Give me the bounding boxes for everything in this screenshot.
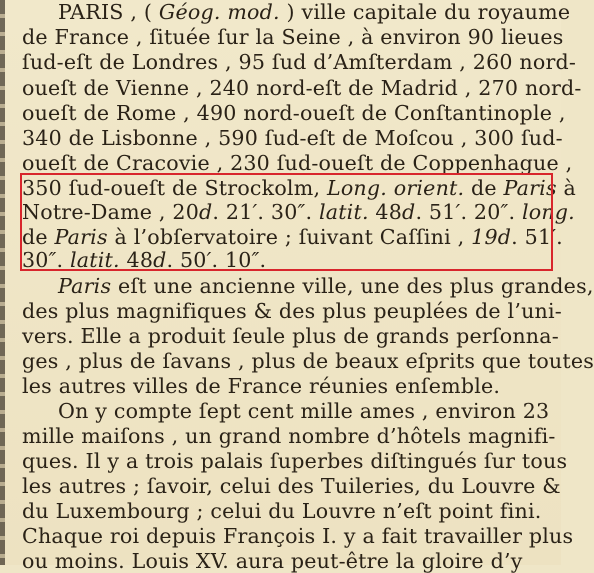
text-line <box>22 299 562 323</box>
text-line <box>22 25 564 49</box>
text-run: . 50 <box>166 248 207 272</box>
text-run: les autres ; ſavoir, celui des Tuileries, du Louvre & <box>22 474 561 498</box>
italic-run: ″ <box>48 248 57 272</box>
text-run: oueſt de Vienne , 240 nord-eſt de Madrid , 270 nord- <box>22 76 582 100</box>
text-run: . 10 <box>211 248 252 272</box>
text-run: à l’obſervatoire ; ſuivant Caſſini , <box>107 225 472 249</box>
text-line <box>58 274 594 298</box>
text-run: 350 ſud-oueſt de Strockolm, <box>22 176 327 200</box>
text-run: ) ville capitale du royaume <box>279 0 571 24</box>
text-line <box>22 76 582 100</box>
text-run: ques. Il y a trois palais ſuperbes diſtingués ſur tous <box>22 449 568 473</box>
italic-run: latit. <box>70 248 120 272</box>
text-line <box>22 101 566 125</box>
text-run: 340 de Lisbonne , 590 ſud-eſt de Moſcou , 300 ſud- <box>22 126 563 150</box>
text-line <box>22 151 572 175</box>
text-run: Notre-Dame , 20 <box>22 200 200 224</box>
text-line <box>22 499 542 523</box>
text-run: oueſt de Cracovie , 230 ſud-oueſt de Coppenhague , <box>22 151 573 175</box>
italic-run: ″ <box>297 200 306 224</box>
italic-run: ″ <box>500 200 509 224</box>
text-run: . 20 <box>460 200 501 224</box>
italic-run: long. <box>521 200 575 224</box>
text-line <box>22 324 559 348</box>
italic-run: ′ <box>206 248 212 272</box>
text-run: PARIS , ( <box>58 0 159 24</box>
text-run: . <box>56 248 71 272</box>
text-line <box>22 449 567 473</box>
text-run: eſt une ancienne ville, une des plus grandes, <box>111 274 594 298</box>
text-line <box>22 524 573 548</box>
text-run: des plus magnifiques & des plus peuplées de l’uni- <box>22 299 562 323</box>
text-run: . <box>556 225 563 249</box>
text-run: 48 <box>368 200 403 224</box>
text-run: . 30 <box>257 200 298 224</box>
italic-run: ′ <box>551 225 557 249</box>
text-run: . <box>508 200 522 224</box>
text-run: du Luxembourg ; celui du Louvre n’eſt point fini. <box>22 499 542 523</box>
highlight-box <box>20 173 553 271</box>
text-run: . <box>305 200 319 224</box>
text-run: . <box>259 248 267 272</box>
text-run: ges , plus de ſavans , plus de beaux eſprits que toutes <box>22 349 594 373</box>
text-line <box>22 126 563 150</box>
italic-run: Géog. mod. <box>158 0 280 24</box>
italic-run: Paris <box>58 274 112 298</box>
text-line <box>58 0 570 24</box>
text-run: de <box>22 225 55 249</box>
text-line <box>22 474 561 498</box>
italic-run: Paris <box>503 176 557 200</box>
italic-run: Long. orient. <box>326 176 465 200</box>
italic-run: d <box>497 225 512 249</box>
text-line <box>22 549 523 573</box>
italic-run: latit. <box>318 200 369 224</box>
italic-run: d <box>199 200 213 224</box>
italic-run: ′ <box>455 200 461 224</box>
text-run: à <box>556 176 576 200</box>
text-run: 48 <box>119 248 154 272</box>
text-run: les autres villes de France réunies enſemble. <box>22 374 501 398</box>
text-line <box>22 424 556 448</box>
text-line <box>58 399 549 423</box>
text-run: oueſt de Rome , 490 nord-oueſt de Conſtantinople , <box>22 101 566 125</box>
text-run: On y compte ſept cent mille ames , environ 23 <box>58 399 550 423</box>
page-binding-edge <box>0 0 5 565</box>
italic-run: ′ <box>252 200 258 224</box>
text-run: ou moins. Louis XV. aura peut-être la gloire d’y <box>22 549 523 573</box>
text-run: Chaque roi depuis François I. y a fait travailler plus <box>22 524 574 548</box>
italic-run: d <box>153 248 167 272</box>
text-line <box>22 50 576 74</box>
text-line <box>22 374 500 398</box>
italic-run: d <box>402 200 416 224</box>
text-run: de France , ſituée ſur la Seine , à environ 90 lieues <box>22 25 564 49</box>
text-run: ſud-eſt de Londres , 95 ſud d’Amſterdam , 260 nord- <box>22 50 577 74</box>
text-line <box>22 349 594 373</box>
text-run: . 51 <box>415 200 456 224</box>
italic-run: Paris <box>54 225 108 249</box>
text-run: . 21 <box>212 200 253 224</box>
text-run: mille maiſons , un grand nombre d’hôtels magnifi- <box>22 424 556 448</box>
italic-run: ″ <box>251 248 260 272</box>
text-run: vers. Elle a produit ſeule plus de grands perſonna- <box>22 324 559 348</box>
italic-run: 19 <box>471 225 498 249</box>
text-run: . 51 <box>511 225 552 249</box>
text-run: de <box>464 176 504 200</box>
text-run: 30 <box>22 248 49 272</box>
